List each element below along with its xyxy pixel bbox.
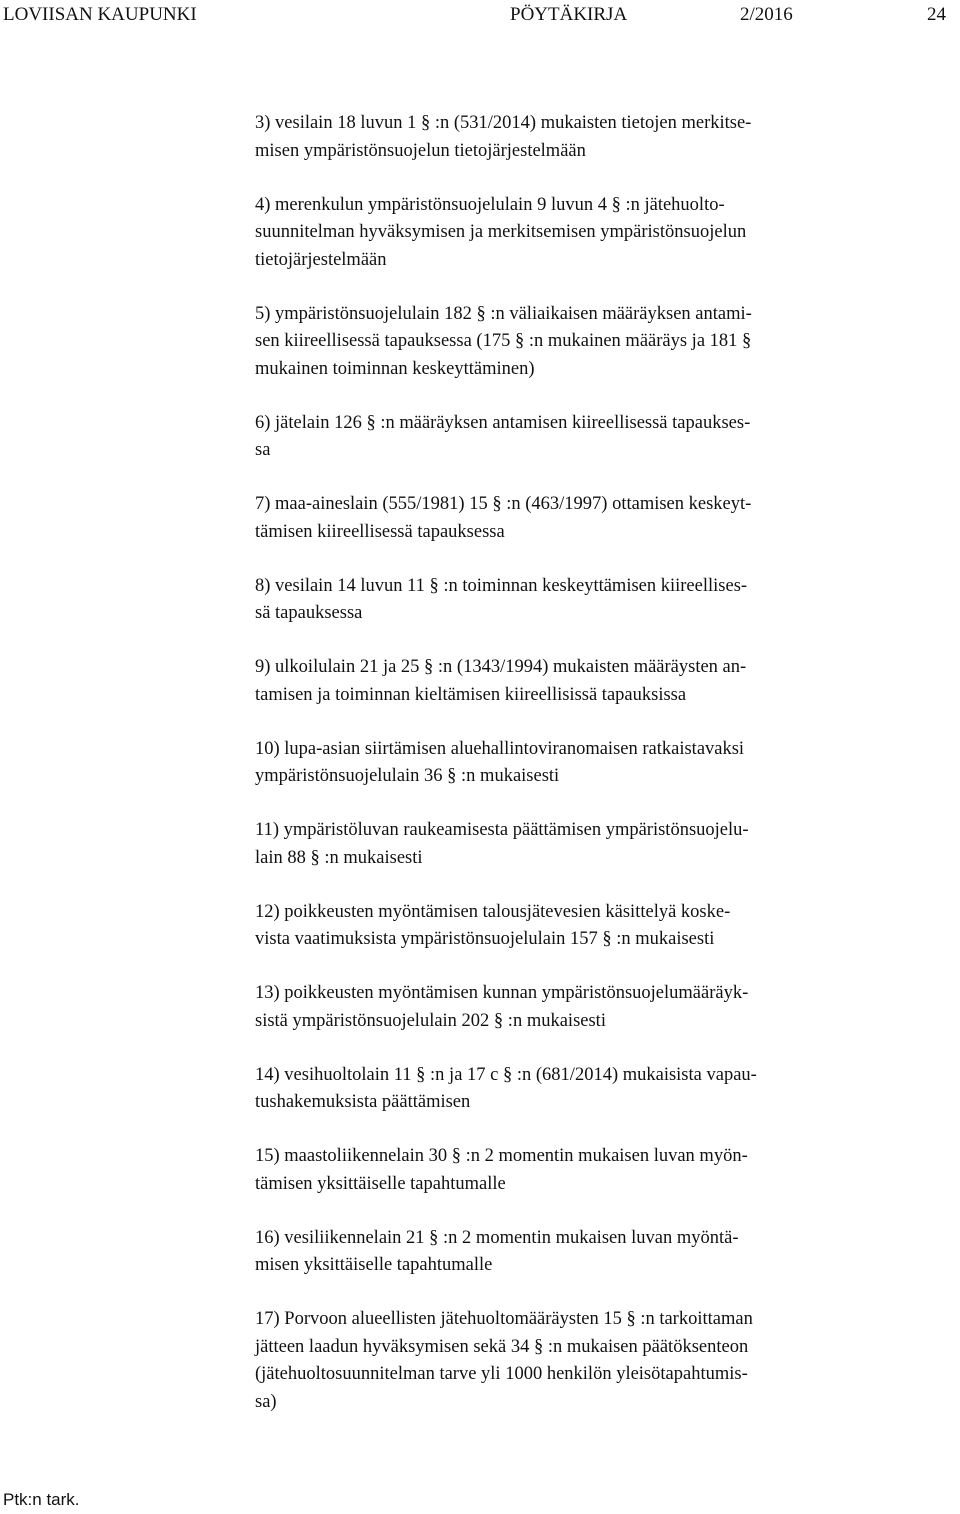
list-item xyxy=(255,491,885,546)
organization-name: LOVIISAN KAUPUNKI xyxy=(3,4,197,25)
list-item-line: tushakemuksista päättämisen xyxy=(255,1092,471,1112)
list-item-line: tamisen ja toiminnan kieltämisen kiireellisissä tapauksissa xyxy=(255,684,687,705)
list-item-line: 15) maastoliikennelain 30 § :n 2 momentin mukaisen luvan myön- xyxy=(255,1146,748,1166)
list-item xyxy=(255,736,885,791)
list-item-line: sa xyxy=(255,440,271,460)
list-item xyxy=(255,817,885,872)
list-item-line: 8) vesilain 14 luvun 11 § :n toiminnan keskeyttämisen kiireellises- xyxy=(255,575,748,596)
list-item xyxy=(255,573,885,628)
delegation-list xyxy=(255,110,885,1443)
minutes-checker-label: Ptk:n tark. xyxy=(3,1490,80,1509)
list-item xyxy=(255,654,885,709)
list-item-line: 12) poikkeusten myöntämisen talousjätevesien käsittelyä koske- xyxy=(255,901,731,922)
list-item-line: sistä ympäristönsuojelulain 202 § :n mukaisesti xyxy=(255,1010,606,1031)
document-type: PÖYTÄKIRJA xyxy=(510,4,628,25)
list-item xyxy=(255,192,885,275)
list-item-line: sa) xyxy=(255,1391,277,1412)
list-item xyxy=(255,1225,885,1280)
list-item xyxy=(255,1306,885,1416)
list-item-line: tämisen yksittäiselle tapahtumalle xyxy=(255,1173,506,1194)
list-item xyxy=(255,410,885,465)
list-item-line: 16) vesiliikennelain 21 § :n 2 momentin mukaisen luvan myöntä- xyxy=(255,1227,739,1248)
list-item-line: 10) lupa-asian siirtämisen aluehallintoviranomaisen ratkaistavaksi xyxy=(255,738,745,759)
list-item-line: suunnitelman hyväksymisen ja merkitsemisen ympäristönsuojelun xyxy=(255,222,747,242)
list-item xyxy=(255,1143,885,1198)
list-item-line: tämisen kiireellisessä tapauksessa xyxy=(255,521,505,542)
list-item-line: sen kiireellisessä tapauksessa (175 § :n mukainen määräys ja 181 § xyxy=(255,331,752,351)
list-item xyxy=(255,1062,885,1117)
list-item-line: (jätehuoltosuunnitelman tarve yli 1000 henkilön yleisötapahtumis- xyxy=(255,1364,748,1384)
page-number: 24 xyxy=(927,4,946,25)
list-item-line: 11) ympäristöluvan raukeamisesta päättämisen ympäristönsuojelu- xyxy=(255,820,749,840)
list-item-line: ympäristönsuojelulain 36 § :n mukaisesti xyxy=(255,766,560,786)
list-item-line: 9) ulkoilulain 21 ja 25 § :n (1343/1994) mukaisten määräysten an- xyxy=(255,657,747,677)
list-item-line: mukainen toiminnan keskeyttäminen) xyxy=(255,358,535,379)
list-item-line: jätteen laadun hyväksymisen sekä 34 § :n mukaisen päätöksenteon xyxy=(255,1336,749,1357)
list-item-line: sä tapauksessa xyxy=(255,603,363,623)
list-item-line: 17) Porvoon alueellisten jätehuoltomääräysten 15 § :n tarkoittaman xyxy=(255,1309,753,1329)
list-item xyxy=(255,980,885,1035)
list-item xyxy=(255,301,885,384)
list-item-line: 14) vesihuoltolain 11 § :n ja 17 c § :n (681/2014) mukaisista vapau- xyxy=(255,1064,757,1085)
list-item xyxy=(255,899,885,954)
list-item-line: 13) poikkeusten myöntämisen kunnan ympäristönsuojelumääräyk- xyxy=(255,983,749,1003)
list-item-line: tietojärjestelmään xyxy=(255,249,387,270)
list-item-line: misen ympäristönsuojelun tietojärjestelmään xyxy=(255,140,586,161)
list-item-line: 3) vesilain 18 luvun 1 § :n (531/2014) mukaisten tietojen merkitse- xyxy=(255,113,752,133)
list-item-line: lain 88 § :n mukaisesti xyxy=(255,847,423,868)
list-item-line: 7) maa-aineslain (555/1981) 15 § :n (463/1997) ottamisen keskeyt- xyxy=(255,494,752,514)
list-item-line: 6) jätelain 126 § :n määräyksen antamisen kiireellisessä tapaukses- xyxy=(255,412,751,433)
document-number: 2/2016 xyxy=(740,4,793,25)
list-item-line: 5) ympäristönsuojelulain 182 § :n väliaikaisen määräyksen antami- xyxy=(255,303,752,324)
list-item-line: vista vaatimuksista ympäristönsuojelulain 157 § :n mukaisesti xyxy=(255,929,715,949)
page-header xyxy=(0,0,960,30)
list-item-line: 4) merenkulun ympäristönsuojelulain 9 luvun 4 § :n jätehuolto- xyxy=(255,194,725,215)
list-item xyxy=(255,110,885,165)
list-item-line: misen yksittäiselle tapahtumalle xyxy=(255,1255,493,1275)
